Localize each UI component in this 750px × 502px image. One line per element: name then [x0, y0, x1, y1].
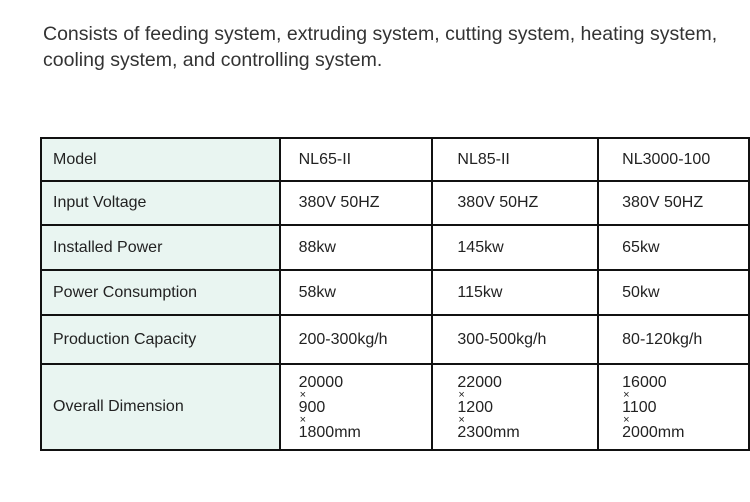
times-symbol: × [299, 388, 307, 401]
table-cell: NL85-II [432, 138, 598, 181]
times-symbol: × [458, 388, 465, 401]
row-label-power-consumption: Power Consumption [41, 270, 280, 315]
dimension-cell [432, 364, 598, 450]
dimension-length: 20000 [298, 373, 344, 391]
table-cell: 145kw [432, 225, 598, 270]
table-row [41, 364, 749, 450]
table-cell: 80-120kg/h [598, 315, 749, 364]
table-row [41, 138, 749, 181]
table-row [41, 225, 749, 270]
row-label-model: Model [41, 138, 280, 181]
table-row [41, 315, 749, 364]
row-label-production-capacity: Production Capacity [41, 315, 280, 364]
table-cell: 200-300kg/h [280, 315, 433, 364]
times-symbol: × [623, 413, 630, 426]
table-cell: NL65-II [280, 138, 433, 181]
dimension-width: 900 [298, 398, 326, 416]
dimension-width: 1100 [622, 398, 657, 416]
times-symbol: × [623, 388, 630, 401]
dimension-height: 2000mm [622, 423, 685, 441]
table-cell: 88kw [280, 225, 433, 270]
times-symbol: × [299, 413, 307, 426]
row-label-input-voltage: Input Voltage [41, 181, 280, 225]
dimension-length: 16000 [622, 373, 667, 391]
row-label-overall-dimension: Overall Dimension [41, 364, 280, 450]
table-cell: 380V 50HZ [598, 181, 749, 225]
table-row [41, 270, 749, 315]
table-cell: 58kw [280, 270, 433, 315]
dimension-cell [280, 364, 433, 450]
table-cell: 380V 50HZ [280, 181, 433, 225]
dimension-height: 1800mm [298, 423, 361, 441]
dimension-length: 22000 [457, 373, 502, 391]
table-cell: 300-500kg/h [432, 315, 598, 364]
table-cell: 50kw [598, 270, 749, 315]
table-cell: NL3000-100 [598, 138, 749, 181]
table-cell: 380V 50HZ [432, 181, 598, 225]
times-symbol: × [458, 413, 465, 426]
table-cell: 65kw [598, 225, 749, 270]
spec-table [40, 137, 750, 451]
dimension-cell [598, 364, 749, 450]
table-cell: 115kw [432, 270, 598, 315]
intro-paragraph: Consists of feeding system, extruding system, cutting system, heating system, cooling system, and controlling system. [43, 23, 718, 71]
dimension-width: 1200 [457, 398, 493, 416]
table-row [41, 181, 749, 225]
dimension-height: 2300mm [457, 423, 520, 441]
row-label-installed-power: Installed Power [41, 225, 280, 270]
